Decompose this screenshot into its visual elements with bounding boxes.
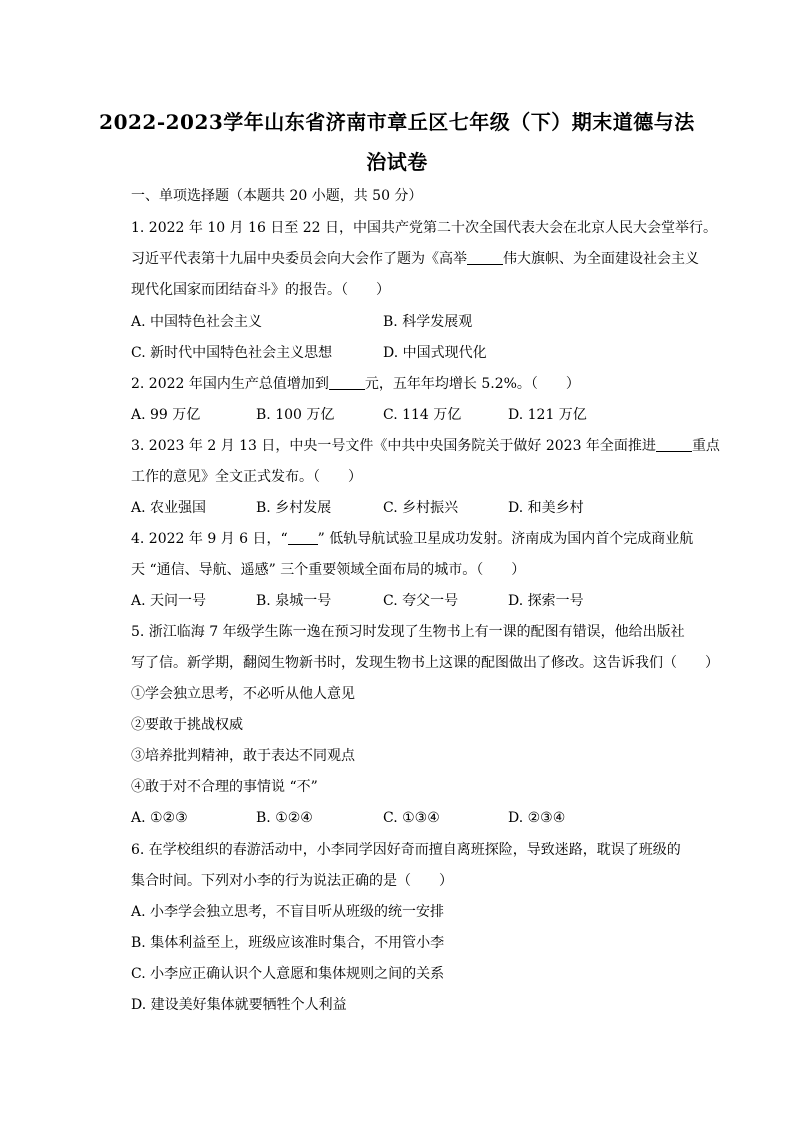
question-4-line-2: 天 “通信、导航、遥感” 三个重要领域全面布局的城市。（ ） bbox=[131, 562, 526, 578]
question-5-option-b[interactable]: B. ①②④ bbox=[256, 810, 313, 826]
answer-blank bbox=[329, 375, 365, 390]
question-5-option-a[interactable]: A. ①②③ bbox=[131, 810, 188, 826]
question-4-line-1-part-a: 4. 2022 年 9 月 6 日，“ bbox=[131, 531, 288, 547]
question-5-statement-3: ③培养批判精神，敢于表达不同观点 bbox=[131, 748, 355, 764]
question-1-option-b[interactable]: B. 科学发展观 bbox=[383, 314, 473, 330]
question-5-option-c[interactable]: C. ①③④ bbox=[383, 810, 440, 826]
question-1-option-c[interactable]: C. 新时代中国特色社会主义思想 bbox=[131, 345, 333, 361]
question-1-option-a[interactable]: A. 中国特色社会主义 bbox=[131, 314, 263, 330]
question-6-option-c[interactable]: C. 小李应正确认识个人意愿和集体规则之间的关系 bbox=[131, 966, 445, 982]
question-5-statement-1: ①学会独立思考，不必听从他人意见 bbox=[131, 686, 355, 702]
question-3-line-1-part-b: 重点 bbox=[691, 438, 720, 454]
question-2-option-a[interactable]: A. 99 万亿 bbox=[131, 407, 201, 423]
section-heading: 一、单项选择题（本题共 20 小题，共 50 分） bbox=[131, 188, 423, 204]
question-5-statement-2: ②要敢于挑战权威 bbox=[131, 717, 243, 733]
question-1-option-d[interactable]: D. 中国式现代化 bbox=[383, 345, 487, 361]
exam-title-line-1: 2022-2023学年山东省济南市章丘区七年级（下）期末道德与法 bbox=[99, 110, 695, 134]
question-2-line-1 bbox=[131, 374, 580, 394]
question-3-line-2: 工作的意见》全文正式发布。（ ） bbox=[131, 469, 362, 485]
question-2-line-1-part-a: 2. 2022 年国内生产总值增加到 bbox=[131, 376, 329, 392]
question-3-option-b[interactable]: B. 乡村发展 bbox=[256, 500, 332, 516]
question-1-line-2 bbox=[131, 249, 699, 269]
question-2-line-1-part-b: 元，五年年均增长 5.2%。（ ） bbox=[364, 376, 580, 392]
question-1-line-1: 1. 2022 年 10 月 16 日至 22 日，中国共产党第二十次全国代表大会在北京人民大会堂举行。 bbox=[131, 220, 718, 236]
question-3-option-d[interactable]: D. 和美乡村 bbox=[508, 500, 584, 516]
question-2-option-b[interactable]: B. 100 万亿 bbox=[256, 407, 335, 423]
question-1-line-2-part-a: 习近平代表第十九届中央委员会向大会作了题为《高举 bbox=[131, 251, 467, 267]
exam-title-line-2: 治试卷 bbox=[366, 150, 428, 174]
question-5-line-2: 写了信。新学期，翻阅生物新书时，发现生物书上这课的配图做出了修改。这告诉我们（ ） bbox=[131, 655, 719, 671]
question-3-line-1 bbox=[131, 436, 720, 456]
answer-blank bbox=[288, 530, 318, 545]
question-3-line-1-part-a: 3. 2023 年 2 月 13 日，中央一号文件《中共中央国务院关于做好 2023 年全面推进 bbox=[131, 438, 656, 454]
question-5-statement-4: ④敢于对不合理的事情说 “不” bbox=[131, 779, 318, 795]
question-4-option-b[interactable]: B. 泉城一号 bbox=[256, 593, 332, 609]
question-6-line-1: 6. 在学校组织的春游活动中，小李同学因好奇而擅自离班探险，导致迷路，耽误了班级的 bbox=[131, 842, 681, 858]
question-5-option-d[interactable]: D. ②③④ bbox=[508, 810, 566, 826]
question-4-option-d[interactable]: D. 探索一号 bbox=[508, 593, 584, 609]
question-1-line-2-part-b: 伟大旗帜、为全面建设社会主义 bbox=[503, 251, 699, 267]
question-6-option-a[interactable]: A. 小李学会独立思考，不盲目听从班级的统一安排 bbox=[131, 904, 445, 920]
question-1-line-3: 现代化国家而团结奋斗》的报告。（ ） bbox=[131, 282, 390, 298]
question-5-line-1: 5. 浙江临海 7 年级学生陈一逸在预习时发现了生物书上有一课的配图有错误，他给出版社 bbox=[131, 624, 685, 640]
question-3-option-a[interactable]: A. 农业强国 bbox=[131, 500, 207, 516]
question-3-option-c[interactable]: C. 乡村振兴 bbox=[383, 500, 459, 516]
question-2-option-d[interactable]: D. 121 万亿 bbox=[508, 407, 587, 423]
question-2-option-c[interactable]: C. 114 万亿 bbox=[383, 407, 462, 423]
answer-blank bbox=[467, 250, 503, 265]
question-4-option-c[interactable]: C. 夸父一号 bbox=[383, 593, 459, 609]
question-6-line-2: 集合时间。下列对小李的行为说法正确的是（ ） bbox=[131, 873, 453, 889]
question-6-option-b[interactable]: B. 集体利益至上，班级应该准时集合，不用管小李 bbox=[131, 935, 445, 951]
question-6-option-d[interactable]: D. 建设美好集体就要牺牲个人利益 bbox=[131, 997, 347, 1013]
question-4-line-1 bbox=[131, 529, 693, 549]
answer-blank bbox=[656, 437, 692, 452]
question-4-option-a[interactable]: A. 天问一号 bbox=[131, 593, 207, 609]
question-4-line-1-part-b: ” 低轨导航试验卫星成功发射。济南成为国内首个完成商业航 bbox=[317, 531, 694, 547]
